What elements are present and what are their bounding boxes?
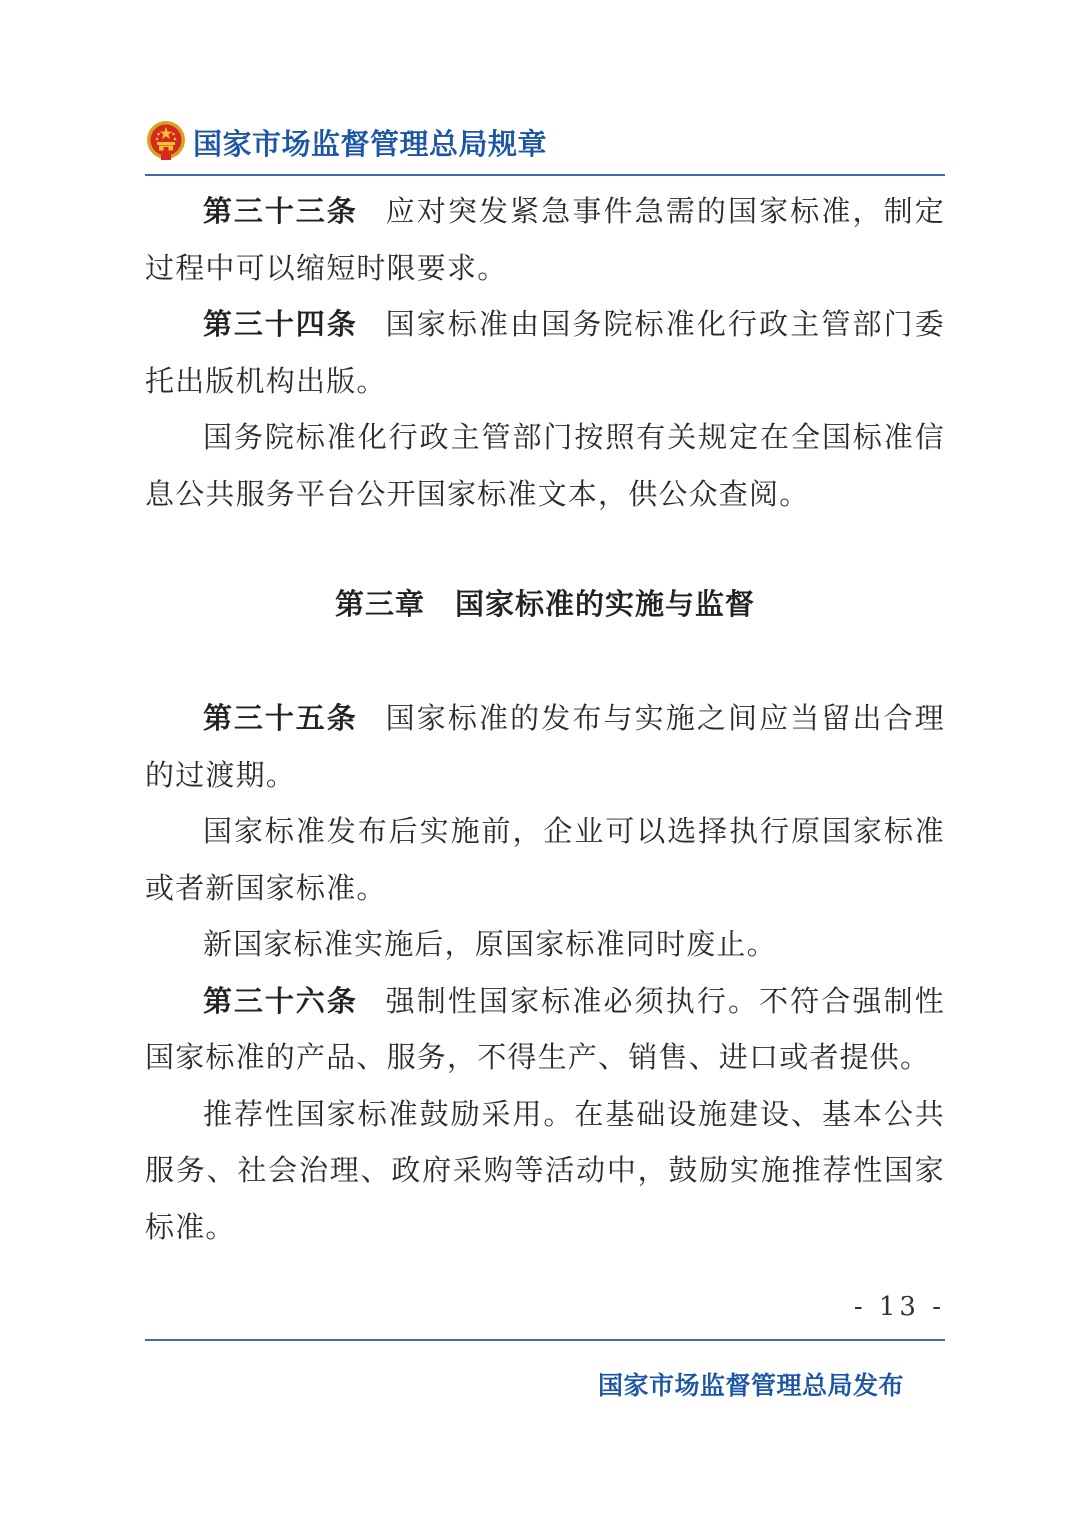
article-34-paragraph-2: 国务院标准化行政主管部门按照有关规定在全国标准信息公共服务平台公开国家标准文本，供公众查阅。: [145, 420, 945, 511]
article-35-paragraph-3: 新国家标准实施后，原国家标准同时废止。: [203, 927, 777, 961]
article-number: 第三十四条: [203, 307, 358, 341]
chapter-heading: [145, 576, 945, 632]
footer-divider: [145, 1339, 945, 1341]
article-34: [145, 296, 945, 409]
article-35-paragraph-2: 国家标准发布后实施前，企业可以选择执行原国家标准或者新国家标准。: [145, 814, 945, 905]
article-36: [145, 973, 945, 1086]
page-header: [145, 112, 945, 172]
article-number: 第三十五条: [203, 701, 358, 735]
article-text: 国家标准由国务院标准化行政主管部门委托出版机构出版。: [145, 307, 945, 398]
article-33: [145, 183, 945, 296]
article-text: 应对突发紧急事件急需的国家标准，制定过程中可以缩短时限要求。: [145, 194, 945, 285]
footer-publisher: 国家市场监督管理总局发布: [598, 1371, 905, 1400]
article-number: 第三十六条: [203, 983, 358, 1018]
article-text: 国家标准的发布与实施之间应当留出合理的过渡期。: [145, 701, 945, 792]
article-number: 第三十三条: [203, 194, 358, 228]
header-title: 国家市场监督管理总局规章: [193, 127, 548, 161]
article-text: 强制性国家标准必须执行。不符合强制性国家标准的产品、服务，不得生产、销售、进口或者提供。: [145, 983, 945, 1074]
document-body: [145, 183, 945, 1255]
article-36-paragraph-2: 推荐性国家标准鼓励采用。在基础设施建设、基本公共服务、社会治理、政府采购等活动中，鼓励实施推荐性国家标准。: [145, 1096, 945, 1244]
chapter-title: 国家标准的实施与监督: [455, 587, 756, 621]
national-emblem-icon: [145, 120, 187, 162]
page-number: - 13 -: [853, 1292, 945, 1322]
header-divider: [145, 174, 945, 176]
chapter-number: 第三章: [334, 587, 425, 621]
article-35: [145, 690, 945, 803]
